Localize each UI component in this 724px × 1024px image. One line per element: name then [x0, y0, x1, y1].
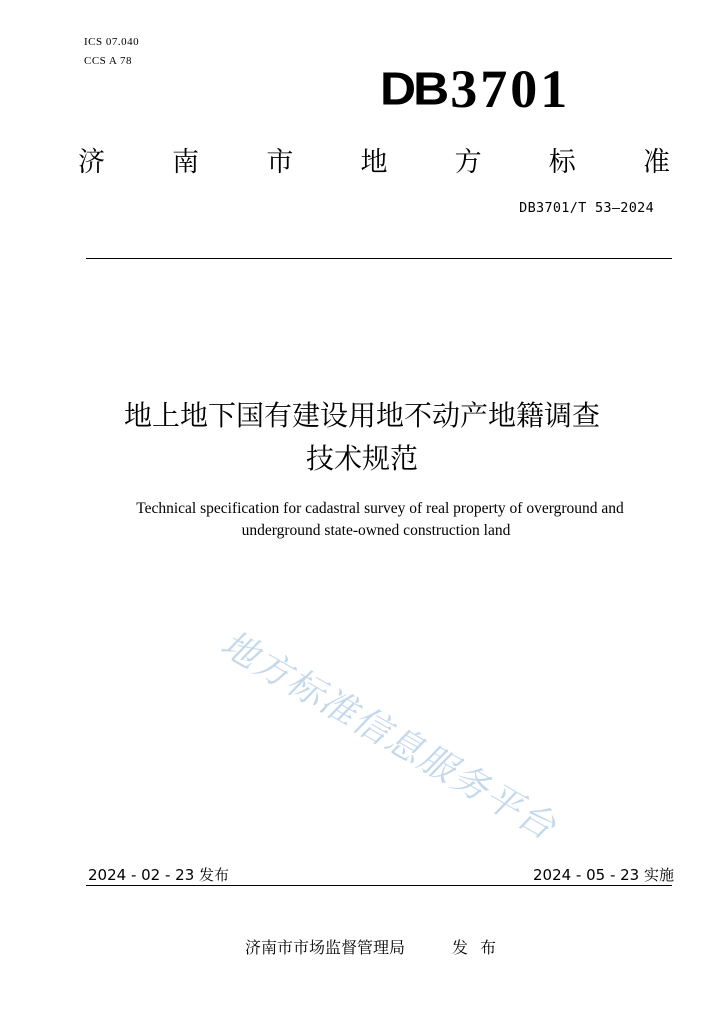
issuer-standard-type-heading: [78, 140, 670, 179]
org-title-char: 准: [642, 147, 670, 178]
chinese-title-line-1: 地上地下国有建设用地不动产地籍调查: [123, 399, 600, 432]
publisher-name: 济南市市场监督管理局: [245, 938, 406, 957]
english-title-line-1: Technical specification for cadastral survey of real property of overground and: [136, 500, 624, 517]
standard-number: DB3701/T 53—2024: [519, 200, 654, 216]
english-title-line-2: underground state-owned construction land: [241, 522, 511, 539]
implementation-date: 2024 - 05 - 23 实施: [532, 866, 674, 884]
chinese-title-line-2: 技术规范: [305, 442, 418, 475]
db-standard-logo: [380, 58, 620, 120]
publish-label: 发布: [452, 938, 509, 957]
logo-prefix: DB: [380, 63, 447, 115]
issue-date: 2024 - 02 - 23 发布: [88, 866, 230, 884]
org-title-char: 南: [172, 147, 200, 178]
org-title-char: 市: [266, 147, 294, 178]
bottom-divider: [86, 885, 672, 886]
top-divider: [86, 258, 672, 259]
org-title-char: 方: [454, 147, 482, 178]
watermark: 地方标准信息服务平台: [213, 623, 564, 849]
org-title-char: 标: [548, 147, 576, 178]
org-title-char: 地: [360, 147, 388, 178]
org-title-char: 济: [78, 147, 105, 178]
ccs-code: CCS A 78: [84, 55, 133, 67]
logo-number: 3701: [450, 59, 571, 119]
ics-code: ICS 07.040: [84, 36, 140, 48]
